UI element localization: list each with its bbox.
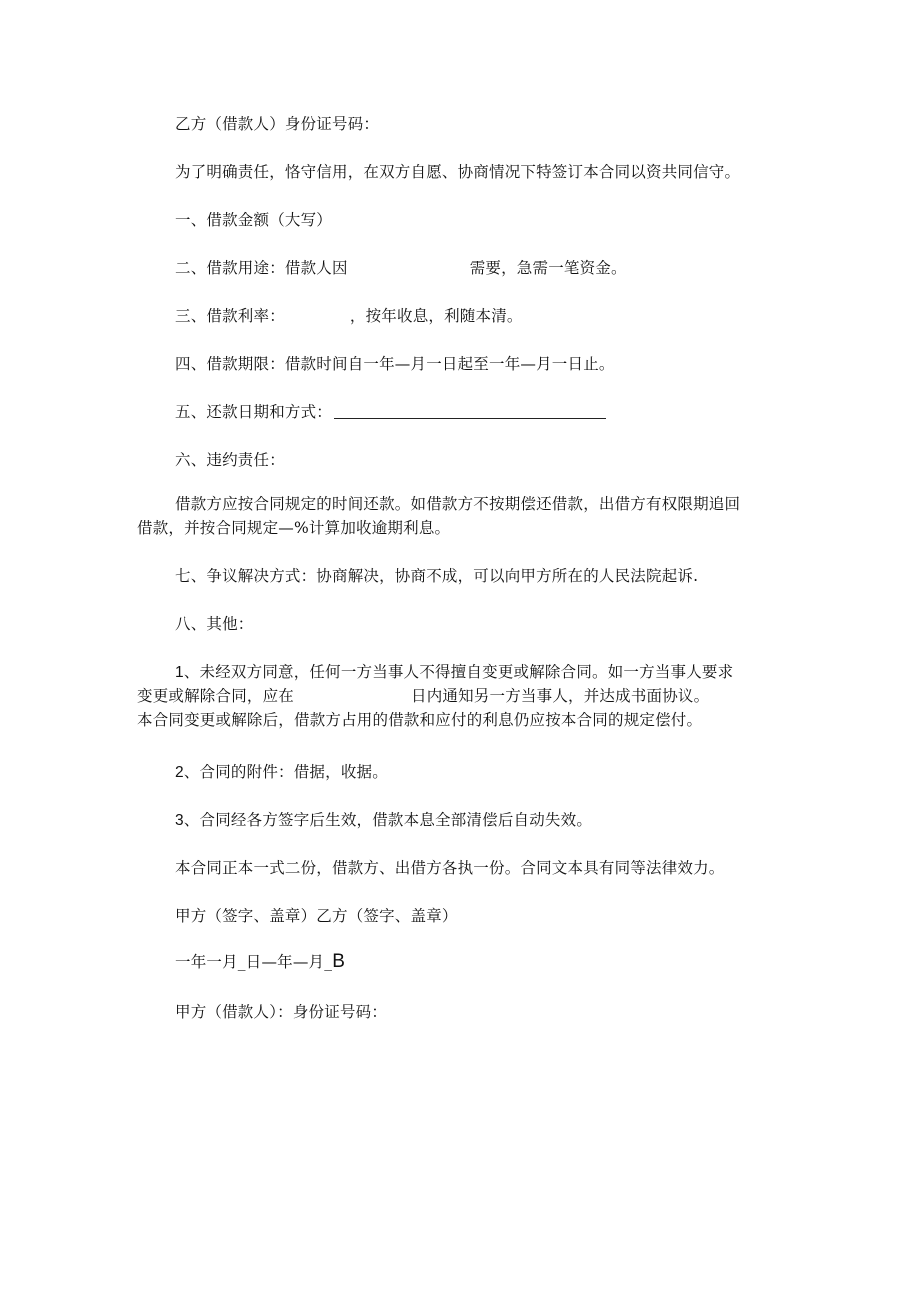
item-2-number: 2 [175,764,184,781]
item-1-cont-lead: 变更或解除合同，应在 [137,687,295,705]
clause-6-body-1: 借款方应按合同规定的时间还款。如借款方不按期偿还借款，出借方有权限期追回 [175,495,741,513]
item-1-cont-tail: 日内通知另一方当事人，并达成书面协议。 [411,687,710,705]
clause-2-lead: 二、借款用途：借款人因 [175,259,348,277]
item-2-text: 、合同的附件：借据，收据。 [183,763,388,781]
clause-3-lead: 三、借款利率： [175,307,285,325]
clause-3-rate [175,305,523,327]
clause-8-other: 八、其他： [175,615,254,633]
signature-line: 甲方（签字、盖章）乙方（签字、盖章） [175,907,458,925]
blank-underline [334,417,606,419]
item-1-text: 、未经双方同意，任何一方当事人不得擅自变更或解除合同。如一方当事人要求 [183,663,734,681]
date-text: 一年一月_日—年—月_ [175,953,333,971]
other-item-1-cont-2: 本合同变更或解除后，借款方占用的借款和应付的利息仍应按本合同的规定偿付。 [137,711,703,729]
item-3-text: 、合同经各方签字后生效，借款本息全部清偿后自动失效。 [183,811,593,829]
clause-2-tail: 需要，急需一笔资金。 [469,259,627,277]
preamble: 为了明确责任，恪守信用，在双方自愿、协商情况下特签订本合同以资共同信守。 [175,163,741,181]
clause-7-dispute: 七、争议解决方式：协商解决，协商不成，可以向甲方所在的人民法院起诉. [175,567,699,585]
clause-3-tail: ，按年收息，利随本清。 [349,307,523,325]
party-b-id-line: 乙方（借款人）身份证号码： [175,115,380,133]
other-item-3 [175,809,592,832]
clause-6-body-2: 借款，并按合同规定—%计算加收逾期利息。 [137,519,451,537]
item-3-number: 3 [175,812,184,829]
date-suffix: B [332,951,346,972]
clause-5-repayment [175,401,606,423]
clause-1-amount: 一、借款金额（大写） [175,211,333,229]
clause-4-term: 四、借款期限：借款时间自一年—月一日起至一年—月一日止。 [175,355,615,373]
clause-5-lead: 五、还款日期和方式： [175,403,333,421]
date-line [175,951,345,973]
item-1-number: 1 [175,664,184,681]
other-item-1-cont [137,685,709,707]
other-item-2 [175,761,388,784]
clause-6-liability: 六、违约责任： [175,451,285,469]
party-a-id-line: 甲方（借款人）：身份证号码： [175,1003,388,1021]
copies-clause: 本合同正本一式二份，借款方、出借方各执一份。合同文本具有同等法律效力。 [175,859,725,877]
other-item-1 [175,661,733,684]
clause-2-purpose [175,257,627,279]
